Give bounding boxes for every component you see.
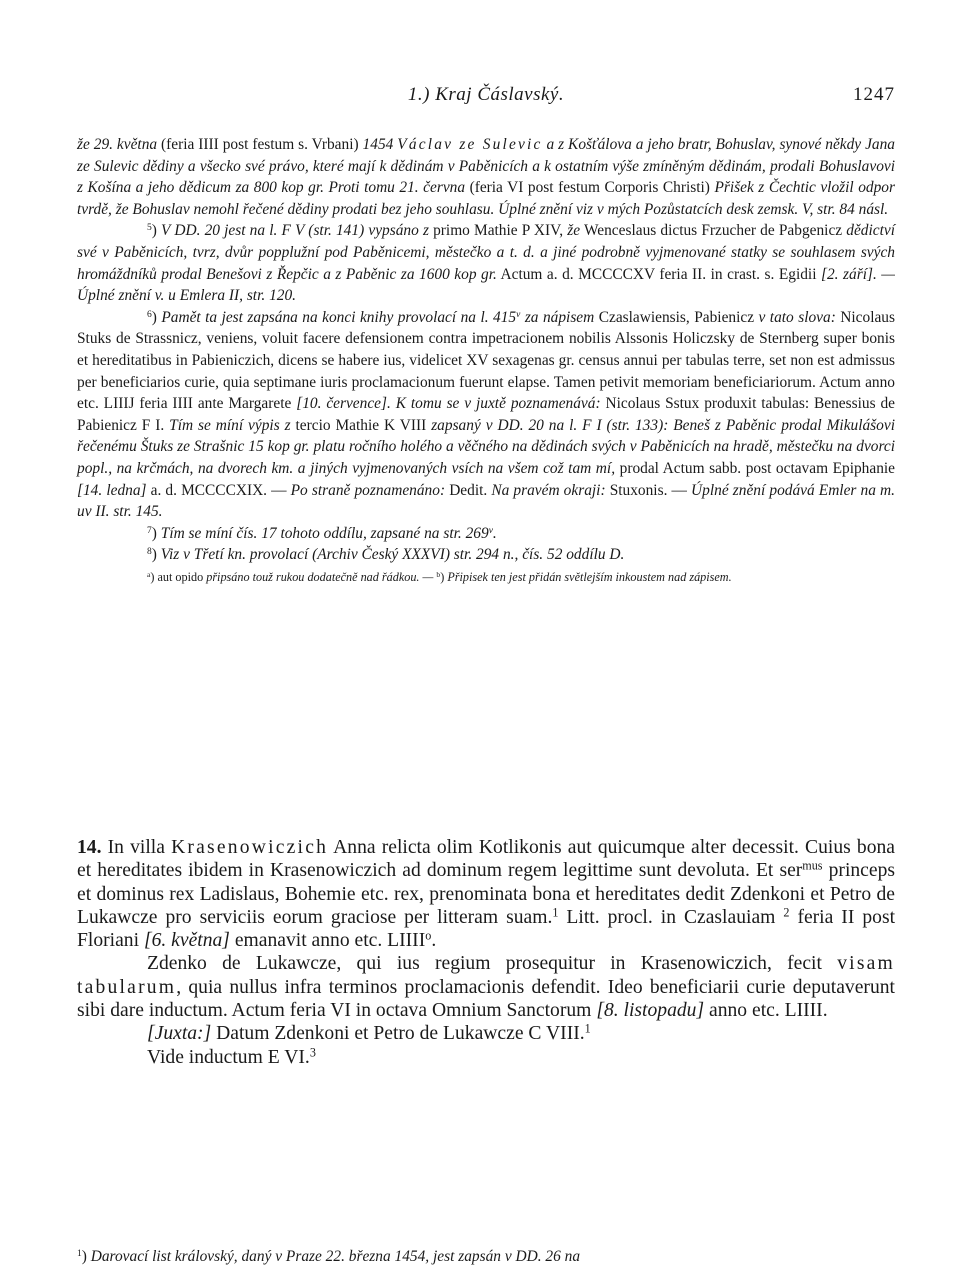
text-run: Czaslawiensis, Pabienicz: [594, 308, 759, 326]
text-run: , quia nullus infra terminos proclamacionis defendit. Ideo beneficiarii curie deputaverunt sibi dare inductum. Actum feria VI in octava Omnium Sanctorum: [77, 976, 895, 1022]
text-run: [6. května]: [143, 930, 230, 952]
text-run: visam tabularum: [77, 953, 895, 998]
entry-14: [77, 836, 895, 1069]
note-marker: 6: [147, 308, 152, 320]
text-run: Na pravém okraji:: [491, 481, 606, 499]
entry-paragraph-1: [77, 836, 895, 952]
text-run: Úplné znění podává Emler na m. uv II. str. 145.: [77, 481, 895, 521]
running-header: [77, 84, 895, 108]
text-run: Pamět ta jest zapsána na konci knihy provolací na l. 415: [156, 308, 517, 326]
superscript-mark: v: [488, 524, 493, 536]
note-5: $^5$) V DD. 20 jest na l. F V (str. 141) vypsáno z primo Mathie P XIV, že Wenceslaus dictus Frzucher de Pabgenicz dědictví své v Paběnicích, tvrz, dvůr popplužní pod Paběnicemi, městečko a t. d. a jiné podrobně vyjmenované statky se souhlasem svých hromáždníků prodal Benešovi z Řepčic a z Paběnic za 1600 kop gr. Actum a. d. MCCCCXV feria II. in crast. s. Egidii [2. září]. — Úplné znění v. u Emlera II, str. 120.: [77, 222, 895, 305]
text-run: Nicolaus Stuks de Strassnicz, veniens, voluit facere defensionem contra impetracionem nobilis Alssonis Holiczsky de Sternberg super bonis et hereditatibus in Pabieniczich, dicens se habere ius, videlicet XV sexagenas gr. census annui per tabulas terre, set non est admissus per beneficiarios curie, quia septimane iuris proclamacionum fuerunt elapse. Tamen petivit memoriam beneficiariorum. Actum anno etc. LIIIJ feria IIII ante Margarete: [77, 308, 895, 413]
note-marker: 7: [147, 524, 152, 536]
text-run: emanavit anno etc. LIIII: [229, 930, 426, 952]
note-variants: [77, 569, 895, 586]
superscript-mark: 2: [783, 905, 790, 920]
text-run: Datum Zdenkoni et Petro de Lukawcze C VIII.: [211, 1023, 585, 1045]
text-run: .: [431, 930, 437, 952]
text-run: (feria VI post festum Corporis Christi): [465, 179, 715, 197]
text-run: Tím se míní výpis z: [169, 416, 291, 434]
text-run: Litt. procl. in Czaslauiam: [558, 906, 784, 928]
superscript-mark: v: [516, 308, 521, 320]
text-run: Actum a. d. MCCCCXV feria II. in crast. s. Egidii: [496, 265, 821, 283]
entry-number: 14.: [77, 837, 102, 858]
footnote-1: [77, 1247, 895, 1267]
editorial-notes: [77, 134, 895, 586]
note-7: $^7$) Tím se míní čís. 17 tohoto oddílu, zapsané na str. 269$^v$.: [147, 524, 497, 542]
superscript-mark: a: [147, 569, 151, 579]
text-run: feria II post Floriani: [77, 906, 896, 952]
text-run: tercio Mathie K VIII: [290, 416, 432, 434]
text-run: Krasenowiczich: [171, 837, 329, 858]
text-run: Vide inductum E VI.: [147, 1046, 310, 1068]
text-run: [2. září]. — Úplné znění v. u Emlera II, str. 120.: [77, 265, 895, 305]
text-run: a z Košťálova a jeho bratr, Bohuslav, synové někdy Jana ze Sulevic dědiny a všecko své právo, které mají k dědinám v Paběnicích a k ostatním výše zmíněným dědinám, prodali Bohuslavovi z Košína a jeho dědicum za 800 kop gr. Proti tomu 21. června: [77, 136, 895, 197]
text-run: [8. listopadu]: [596, 1000, 705, 1022]
page-number: 1247: [853, 84, 895, 105]
note-continuation: [77, 134, 895, 220]
text-run: Tím se míní čís. 17 tohoto oddílu, zapsané na str. 269: [156, 524, 489, 542]
text-run: anno etc. LIIII.: [704, 1000, 828, 1022]
superscript-mark: 1: [552, 905, 559, 920]
note-8: $^8$) Viz v Třetí kn. provolací (Archiv Český XXXVI) str. 294 n., čís. 52 oddílu D.: [147, 546, 625, 564]
text-run: Zdenko de Lukawcze, qui ius regium prosequitur in Krasenowiczich, fecit: [147, 953, 838, 975]
text-run: Darovací list královský, daný v Praze 22. března 1454, jest zapsán v DD. 26 na: [90, 1248, 581, 1265]
text-run: že 29. května: [77, 136, 158, 153]
text-run: 1454: [362, 136, 398, 153]
note-marker: 5: [147, 222, 152, 234]
text-run: prodal Actum sabb. post octavam Epiphanie: [615, 459, 896, 477]
text-run: V DD. 20 jest na l. F V (str. 141) vypsáno z: [156, 222, 429, 240]
entry-paragraph-2: [77, 952, 895, 1022]
text-run: Anna relicta olim Kotlikonis aut quicumque alter decessit. Cuius bona et hereditates ibidem in Krasenowiczich ad dominum regem legittime sunt devoluta. Et ser: [77, 837, 896, 882]
entry-juxta: [77, 1022, 895, 1045]
note-marker: 8: [147, 546, 152, 558]
text-run: Wenceslaus dictus Frzucher de Pabgenicz: [580, 222, 847, 240]
superscript-mark: o: [425, 928, 432, 943]
text-run: [Juxta:]: [147, 1023, 212, 1045]
text-run: a. d. MCCCCXIX. —: [146, 481, 291, 499]
text-run: Stuxonis. —: [605, 481, 692, 499]
text-run: že: [567, 222, 581, 240]
superscript-mark: 3: [309, 1045, 316, 1059]
text-run: připsáno touž rukou dodatečně nad řádkou. —: [206, 569, 437, 584]
text-run: Václav ze Sulevic: [397, 136, 543, 153]
text-run: za nápisem: [520, 308, 595, 326]
text-run: Připisek ten jest přidán světlejším inkoustem nad zápisem.: [447, 569, 732, 584]
text-run: In villa: [101, 837, 172, 858]
header-title: 1.) Kraj Čáslavský.: [407, 84, 565, 105]
text-run: [14. ledna]: [77, 481, 147, 499]
text-run: ): [81, 1248, 91, 1265]
note-6: $^6$) Pamět ta jest zapsána na konci knihy provolací na l. 415$^v$ za nápisem Czaslawiensis, Pabienicz v tato slova: Nicolaus Stuks de Strassnicz, veniens, voluit facere defensionem contra impetracionem nobilis Alssonis Holiczsky de Sternberg super bonis et hereditatibus in Pabieniczich, dicens se habere ius, videlicet XV sexagenas gr. census annui per tabulas terre, set non est admissus per beneficiarios curie, quia septimane iuris proclamacionum fuerunt elapse. Tamen petivit memoriam beneficiariorum. Actum anno etc. LIIIJ feria IIII ante Margarete [10. července]. K tomu se v juxtě poznamenává: Nicolaus Sstux produxit tabulas: Benessius de Pabienicz F I. Tím se míní výpis z tercio Mathie K VIII zapsaný v DD. 20 na l. F I (str. 133): Beneš z Paběnic prodal Mikulášovi řečenému Štuks ze Strašnic 15 kop gr. platu ročního holého a věčného na dědinách svých v Paběnicích na hradě, městečku na dvorci popl., na krčmách, na dvorech km. a jiných vyjmenovaných vsích na všem což tam mí, prodal Actum sabb. post octavam Epiphanie [14. ledna] a. d. MCCCCXIX. — Po straně poznamenáno: Dedit. Na pravém okraji: Stuxonis. — Úplné znění podává Emler na m. uv II. str. 145.: [77, 308, 896, 521]
superscript-mark: 1: [584, 1021, 591, 1036]
text-run: Po straně poznamenáno:: [290, 481, 446, 499]
text-run: v tato slova:: [758, 308, 836, 326]
text-run: (feria IIII post festum s. Vrbani): [157, 136, 363, 153]
entry-vide: [77, 1046, 895, 1069]
text-run: .: [492, 524, 497, 542]
footnote-marker: 1: [77, 1247, 82, 1259]
text-run: dědictví své v Paběnicích, tvrz, dvůr popplužní pod Paběnicemi, městečko a t. d. a jiné podrobně vyjmenované statky se souhlasem svých hromáždníků prodal Benešovi z Řepčic a z Paběnic za 1600 kop gr.: [77, 222, 895, 283]
text-run: Dedit.: [445, 481, 492, 499]
text-run: primo Mathie P XIV,: [428, 222, 568, 240]
text-run: princeps et dominus rex Ladislaus, Bohemie etc. rex, prenominata bona et hereditates dedit Zdenkoni et Petro de Lukawcze pro serviciis eorum graciose per litteram suam.: [77, 860, 896, 928]
text-run: Nicolaus Sstux produxit tabulas: Benessius de Pabienicz F I.: [77, 395, 895, 434]
superscript-mark: b: [436, 569, 441, 579]
text-run: Viz v Třetí kn. provolací (Archiv Český XXXVI) str. 294 n., čís. 52 oddílu D.: [156, 546, 625, 564]
superscript-mark: mus: [802, 858, 823, 873]
text-run: [10. července]. K tomu se v juxtě poznamenává:: [296, 395, 601, 413]
text-run: Přišek z Čechtic vložil odpor tvrdě, že Bohuslav nemohl řečené dědiny prodati bez jeho souhlasu. Úplné znění viz v mých Pozůstatcích desk zemsk. V, str. 84 násl.: [77, 179, 895, 218]
text-run: ): [440, 569, 448, 584]
text-run: zapsaný v DD. 20 na l. F I (str. 133): Beneš z Paběnic prodal Mikulášovi řečenému Štuks ze Strašnic 15 kop gr. platu ročního holého a věčného na dědinách svých v Paběnicích na hradě, městečku na dvorci popl., na krčmách, na dvorech km. a jiných vyjmenovaných vsích na všem což tam mí,: [77, 416, 895, 477]
document-page: [77, 0, 895, 1273]
text-run: ) aut opido: [150, 569, 207, 584]
